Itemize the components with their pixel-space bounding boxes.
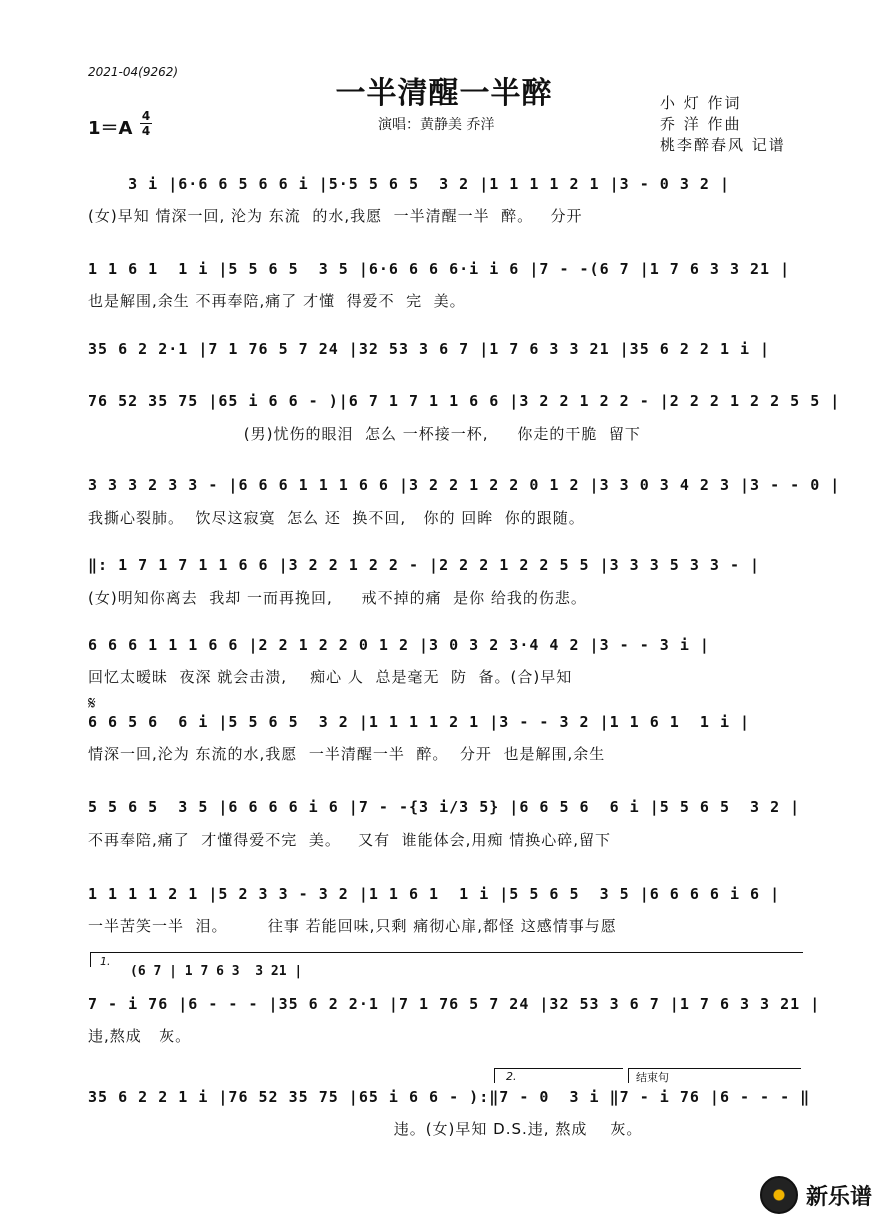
lyric-row-7: 回忆太暧昧 夜深 就会击溃, 痴心 人 总是毫无 防 备。(合)早知 <box>88 668 573 686</box>
lyric-row-6: (女)明知你离去 我却 一而再挽回, 戒不掉的痛 是你 给我的伤悲。 <box>88 589 587 607</box>
logo-text: 新乐谱 <box>806 1184 873 1210</box>
notation-row-4: 76 52 35 75 |65 i 6 6 - )|6 7 1 7 1 1 6 6 |3 2 2 1 2 2 - |2 2 2 1 2 2 5 5 | <box>88 392 841 410</box>
notation-row-8: 6 6 5 6 6 i |5 5 6 5 3 2 |1 1 1 1 2 1 |3 - - 3 2 |1 1 6 1 1 i | <box>88 713 751 731</box>
lyric-row-5: 我撕心裂肺。 饮尽这寂寞 怎么 还 换不回, 你的 回眸 你的跟随。 <box>88 509 585 527</box>
notation-row-12: 35 6 2 2 1 i |76 52 35 75 |65 i 6 6 - ):‖7 - 0 3 i ‖7 - i 76 |6 - - - ‖ <box>88 1088 811 1106</box>
lyric-row-4: (男)忧伤的眼泪 怎么 一杯接一杯, 你走的干脆 留下 <box>88 425 641 443</box>
credit-composer: 乔 洋 作曲 <box>660 115 742 133</box>
notation-row-3: 35 6 2 2·1 |7 1 76 5 7 24 |32 53 3 6 7 |1 7 6 3 3 21 |35 6 2 2 1 i | <box>88 340 771 358</box>
site-logo[interactable] <box>760 1176 872 1214</box>
lyric-row-9: 不再奉陪,痛了 才懂得爱不完 美。 又有 谁能体会,用痴 情换心碎,留下 <box>88 831 611 849</box>
time-bottom: 4 <box>141 124 151 138</box>
ending-label: 结束句 <box>636 1071 669 1084</box>
notation-row-11: 7 - i 76 |6 - - - |35 6 2 2·1 |7 1 76 5 7 24 |32 53 3 6 7 |1 7 6 3 3 21 | <box>88 995 821 1013</box>
notation-row-6: ‖: 1 7 1 7 1 1 6 6 |3 2 2 1 2 2 - |2 2 2 1 2 2 5 5 |3 3 3 5 3 3 - | <box>88 556 761 574</box>
alternate-notation: (6 7 | 1 7 6 3 3 21 | <box>130 964 303 979</box>
lyric-row-11: 违,熬成 灰。 <box>88 1027 192 1045</box>
sheet-code: 2021-04(9262) <box>88 65 179 79</box>
lyric-row-10: 一半苦笑一半 泪。 往事 若能回味,只剩 痛彻心扉,都怪 这感情事与愿 <box>88 917 617 935</box>
lyric-row-1: (女)早知 情深一回, 沦为 东流 的水,我愿 一半清醒一半 醉。 分开 <box>88 207 583 225</box>
time-signature <box>140 110 152 137</box>
singer-line: 演唱：黄静美 乔洋 <box>378 117 495 133</box>
song-title: 一半清醒一半醉 <box>335 76 553 111</box>
notation-row-7: 6 6 6 1 1 1 6 6 |2 2 1 2 2 0 1 2 |3 0 3 2 3·4 4 2 |3 - - 3 i | <box>88 636 710 654</box>
notation-row-5: 3 3 3 2 3 3 - |6 6 6 1 1 1 6 6 |3 2 2 1 2 2 0 1 2 |3 3 0 3 4 2 3 |3 - - 0 | <box>88 476 841 494</box>
volta-label-2: 2. <box>506 1070 517 1083</box>
credit-lyricist: 小 灯 作词 <box>660 94 742 112</box>
segno-sign: 𝄋 <box>88 693 96 714</box>
lyric-row-2: 也是解围,余生 不再奉陪,痛了 才懂 得爱不 完 美。 <box>88 292 466 310</box>
notation-row-10: 1 1 1 1 2 1 |5 2 3 3 - 3 2 |1 1 6 1 1 i |5 5 6 5 3 5 |6 6 6 6 i 6 | <box>88 885 781 903</box>
key-signature: 1＝A <box>88 118 133 139</box>
lyric-row-8: 情深一回,沦为 东流的水,我愿 一半清醒一半 醉。 分开 也是解围,余生 <box>88 745 606 763</box>
notation-row-9: 5 5 6 5 3 5 |6 6 6 6 i 6 |7 - -{3 i/3 5} |6 6 5 6 6 i |5 5 6 5 3 2 | <box>88 798 801 816</box>
lyric-row-12: 违。(女)早知 D.S.违, 熬成 灰。 <box>88 1120 643 1138</box>
record-disc-icon <box>760 1176 798 1214</box>
notation-row-1: 3 i |6·6 6 5 6 6 i |5·5 5 6 5 3 2 |1 1 1 1 2 1 |3 - 0 3 2 | <box>88 175 730 193</box>
volta-label-1: 1. <box>100 955 111 968</box>
time-top: 4 <box>141 109 151 123</box>
notation-row-2: 1 1 6 1 1 i |5 5 6 5 3 5 |6·6 6 6 6·i i 6 |7 - -(6 7 |1 7 6 3 3 21 | <box>88 260 791 278</box>
credit-transcriber: 桃李醉春风 记谱 <box>660 136 786 154</box>
